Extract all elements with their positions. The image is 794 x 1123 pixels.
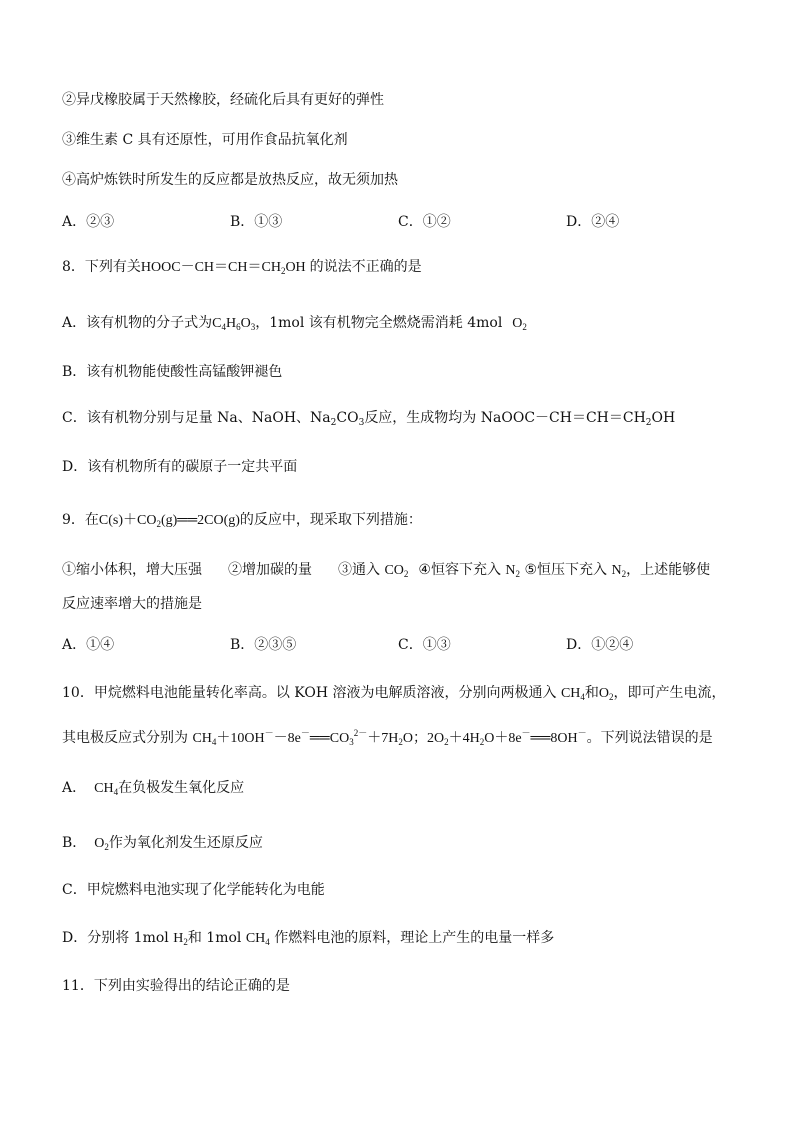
q8-option-a: A．该有机物的分子式为$C_4H_6O_3$，1mol 该有机物完全燃烧需消耗 4mol $O_2$ <box>62 315 527 332</box>
q9-measures: ①缩小体积，增大压强 ②增加碳的量 ③通入 $CO_2$ ④恒容下充入 $N_2$ ⑤恒压下充入 $N_2$，上述能够使 <box>62 562 711 579</box>
q10-option-c: C．甲烷燃料电池实现了化学能转化为电能 <box>62 882 325 898</box>
q9-stem: 9．在$C(s)+CO_2(g)══2CO(g)$的反应中，现采取下列措施： <box>62 512 422 529</box>
q9-equation: $C(s)+CO_2(g)══2CO(g)$ <box>98 513 240 529</box>
q7-option-b: B．①③ <box>230 214 283 230</box>
q8-stem-post: 的说法不正确的是 <box>309 259 422 275</box>
statement-4: ④高炉炼铁时所发生的反应都是放热反应，故无须加热 <box>62 172 398 188</box>
q7-option-c: C．①② <box>398 214 451 230</box>
q8-formula: $HOOC-CH=CH=CH_2OH$ <box>140 260 306 276</box>
q9-option-d: D．①②④ <box>566 637 634 653</box>
q8-stem <box>62 257 422 278</box>
q10-stem-line1: 10．甲烷燃料电池能量转化率高。以 KOH 溶液为电解质溶液，分别向两极通入 $CH_4$和$O_2$，即可产生电流， <box>62 685 726 702</box>
q8-option-b: B．该有机物能使酸性高锰酸钾褪色 <box>62 364 283 380</box>
q8-stem-pre: 8．下列有关 <box>62 259 141 275</box>
q9-option-b: B．②③⑤ <box>230 637 297 653</box>
q10-option-b: B． $O_2$作为氧化剂发生还原反应 <box>62 835 263 852</box>
q9-option-c: C．①③ <box>398 637 451 653</box>
q7-option-a: A．②③ <box>62 214 115 230</box>
q10-option-d: D．分别将 1mol $H_2$和 1mol $CH_4$ 作燃料电池的原料，理论上产生的电量一样多 <box>62 930 555 947</box>
q9-option-a: A．①④ <box>62 637 115 653</box>
statement-3: ③维生素 C 具有还原性，可用作食品抗氧化剂 <box>62 132 348 148</box>
q8-option-c: C．该有机物分别与足量 Na、NaOH、$Na_2CO_3$反应，生成物均为 $NaOOC-CH=CH=CH_2OH$ <box>62 410 676 428</box>
q8-option-d: D．该有机物所有的碳原子一定共平面 <box>62 459 298 475</box>
statement-2: ②异戊橡胶属于天然橡胶，经硫化后具有更好的弹性 <box>62 92 384 108</box>
q9-line2: 反应速率增大的措施是 <box>62 596 202 612</box>
q10-stem-line2: 其电极反应式分别为 $CH_4+10OH^--8e^-══CO_3^{2-}+7H_2O$；$2O_2+4H_2O+8e^-══8OH^-$。下列说法错误的是 <box>62 728 713 747</box>
q7-option-d: D．②④ <box>566 214 620 230</box>
q10-option-a: A． $CH_4$在负极发生氧化反应 <box>62 780 245 797</box>
q11-stem: 11．下列由实验得出的结论正确的是 <box>62 978 290 994</box>
